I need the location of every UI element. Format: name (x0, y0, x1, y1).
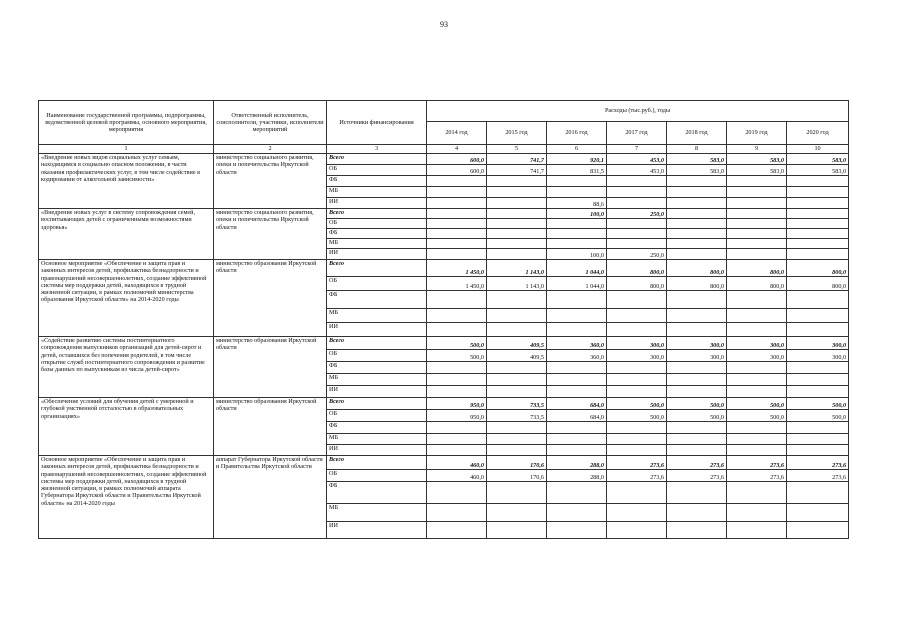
amount-cell: 583,0 (727, 165, 787, 176)
amount-cell: 300,0 (727, 350, 787, 362)
amount-cell (607, 362, 667, 374)
executor-name: министерство образования Иркутской области (214, 337, 327, 398)
amount-cell (427, 362, 487, 374)
amount-cell: 800,0 (667, 277, 727, 291)
amount-cell (667, 249, 727, 260)
amount-cell (547, 362, 607, 374)
funding-source: МБ (327, 434, 427, 445)
amount-cell (787, 445, 849, 456)
amount-cell: 733,5 (487, 410, 547, 422)
activity-name: Основное мероприятие «Обеспечение и защита прав и законных интересов детей, профилактика безнадзорности и правонарушений несовершеннолетних, создание эффективной системы мер поддержки детей, находящихся в трудной жизненной ситуации, в рамках полномочий аппарата Губернатора Иркутской области и Правительства Иркутской области» на 2014-2020 годы (39, 456, 214, 539)
amount-cell (607, 434, 667, 445)
amount-cell (727, 422, 787, 434)
amount-cell (727, 504, 787, 522)
amount-cell (787, 239, 849, 249)
header-year: 2018 год (667, 122, 727, 145)
column-number: 7 (607, 145, 667, 154)
amount-cell (787, 249, 849, 260)
amount-cell (427, 422, 487, 434)
column-number: 5 (487, 145, 547, 154)
amount-cell (487, 309, 547, 323)
amount-cell: 800,0 (667, 260, 727, 277)
amount-cell: 273,6 (667, 456, 727, 470)
amount-cell (667, 239, 727, 249)
amount-cell: 170,6 (487, 456, 547, 470)
amount-cell: 600,0 (427, 165, 487, 176)
amount-cell (607, 504, 667, 522)
amount-cell (667, 386, 727, 398)
funding-source: ФБ (327, 362, 427, 374)
funding-source: ФБ (327, 291, 427, 309)
amount-cell (487, 386, 547, 398)
header-funding-sources: Источники финансирования (327, 101, 427, 145)
header-program-name: Наименование государственной программы, подпрограммы, ведомственной целевой программы, основного мероприятия, мероприятия (39, 101, 214, 145)
amount-cell: 800,0 (787, 277, 849, 291)
amount-cell: 409,5 (487, 337, 547, 350)
amount-cell (727, 522, 787, 539)
funding-source: ОБ (327, 350, 427, 362)
amount-cell (787, 176, 849, 187)
amount-cell (427, 291, 487, 309)
amount-cell: 170,6 (487, 470, 547, 482)
amount-cell (427, 504, 487, 522)
amount-cell: 273,6 (787, 470, 849, 482)
funding-source: ИИ (327, 323, 427, 337)
amount-cell (727, 482, 787, 504)
header-year: 2016 год (547, 122, 607, 145)
amount-cell (487, 434, 547, 445)
column-number: 1 (39, 145, 214, 154)
amount-cell: 500,0 (667, 398, 727, 410)
amount-cell: 453,0 (607, 154, 667, 165)
executor-name: министерство образования Иркутской области (214, 260, 327, 337)
amount-cell (667, 229, 727, 239)
funding-source: ОБ (327, 277, 427, 291)
amount-cell (547, 291, 607, 309)
table-row (39, 337, 849, 350)
amount-cell (667, 522, 727, 539)
amount-cell (607, 291, 667, 309)
amount-cell: 250,0 (607, 249, 667, 260)
amount-cell: 500,0 (787, 398, 849, 410)
amount-cell (607, 445, 667, 456)
amount-cell (487, 209, 547, 219)
amount-cell: 583,0 (787, 154, 849, 165)
amount-cell (427, 209, 487, 219)
amount-cell (607, 198, 667, 209)
amount-cell: 300,0 (787, 350, 849, 362)
funding-source: ИИ (327, 198, 427, 209)
amount-cell: 273,6 (667, 470, 727, 482)
amount-cell: 500,0 (427, 350, 487, 362)
amount-cell (787, 219, 849, 229)
amount-cell: 800,0 (727, 277, 787, 291)
amount-cell (547, 522, 607, 539)
amount-cell (667, 209, 727, 219)
amount-cell: 741,7 (487, 154, 547, 165)
amount-cell (667, 434, 727, 445)
amount-cell (727, 445, 787, 456)
amount-cell: 831,5 (547, 165, 607, 176)
amount-cell (727, 362, 787, 374)
amount-cell (547, 309, 607, 323)
amount-cell (487, 374, 547, 386)
amount-cell: 1 044,0 (547, 277, 607, 291)
executor-name: министерство социального развития, опеки и попечительства Иркутской области (214, 154, 327, 209)
financing-table (38, 100, 849, 539)
amount-cell (727, 198, 787, 209)
activity-name: Основное мероприятие «Обеспечение и защита прав и законных интересов детей, профилактика безнадзорности и правонарушений несовершеннолетних, создание эффективной системы мер поддержки детей, находящихся в трудной жизненной ситуации, в рамках полномочий министерства образования Иркутской области» на 2014-2020 годы (39, 260, 214, 337)
amount-cell: 453,0 (607, 165, 667, 176)
amount-cell (427, 219, 487, 229)
table-row (39, 154, 849, 165)
amount-cell (787, 229, 849, 239)
amount-cell: 583,0 (787, 165, 849, 176)
funding-source: ИИ (327, 445, 427, 456)
amount-cell (427, 249, 487, 260)
amount-cell (667, 482, 727, 504)
amount-cell (427, 309, 487, 323)
amount-cell: 300,0 (667, 337, 727, 350)
amount-cell (787, 374, 849, 386)
amount-cell: 583,0 (667, 154, 727, 165)
amount-cell (427, 522, 487, 539)
amount-cell (727, 176, 787, 187)
amount-cell (607, 229, 667, 239)
amount-cell (427, 239, 487, 249)
funding-source: МБ (327, 187, 427, 198)
amount-cell (727, 309, 787, 323)
amount-cell (487, 362, 547, 374)
header-executor: Ответственный исполнитель, соисполнители, участники, исполнители мероприятий (214, 101, 327, 145)
activity-name: «Внедрение новых видов социальных услуг семьям, находящимся в социально опасном положении, в части оказания профилактических услуг, в том числе содействие в кодировании от алкогольной зависимости» (39, 154, 214, 209)
amount-cell: 300,0 (727, 337, 787, 350)
amount-cell (427, 445, 487, 456)
amount-cell (727, 291, 787, 309)
amount-cell: 583,0 (727, 154, 787, 165)
amount-cell (667, 291, 727, 309)
amount-cell (667, 309, 727, 323)
amount-cell (607, 219, 667, 229)
amount-cell (547, 434, 607, 445)
amount-cell (427, 482, 487, 504)
amount-cell: 950,0 (427, 398, 487, 410)
amount-cell (727, 434, 787, 445)
amount-cell (607, 386, 667, 398)
amount-cell (607, 323, 667, 337)
amount-cell (427, 187, 487, 198)
amount-cell (667, 422, 727, 434)
activity-name: «Внедрение новых услуг в систему сопровождения семей, воспитывающих детей с ограниченными возможностями здоровья» (39, 209, 214, 260)
amount-cell: 1 044,0 (547, 260, 607, 277)
amount-cell: 100,0 (547, 249, 607, 260)
amount-cell (547, 176, 607, 187)
amount-cell (487, 239, 547, 249)
amount-cell: 500,0 (787, 410, 849, 422)
amount-cell (427, 176, 487, 187)
amount-cell (667, 219, 727, 229)
amount-cell (787, 309, 849, 323)
amount-cell (667, 504, 727, 522)
activity-name: «Обеспечение условий для обучения детей с умеренной и глубокой умственной отсталостью в образовательных организациях» (39, 398, 214, 456)
amount-cell: 88,6 (547, 198, 607, 209)
funding-source: Всего (327, 154, 427, 165)
amount-cell: 273,6 (607, 456, 667, 470)
amount-cell (427, 323, 487, 337)
amount-cell (667, 323, 727, 337)
amount-cell: 500,0 (667, 410, 727, 422)
funding-source: ИИ (327, 522, 427, 539)
amount-cell (487, 219, 547, 229)
amount-cell (667, 362, 727, 374)
header-expenses: Расходы (тыс.руб.), годы (427, 101, 849, 122)
header-year: 2019 год (727, 122, 787, 145)
page-number: 93 (440, 20, 448, 29)
amount-cell: 500,0 (727, 410, 787, 422)
amount-cell: 250,0 (607, 209, 667, 219)
amount-cell: 273,6 (727, 456, 787, 470)
funding-source: Всего (327, 398, 427, 410)
table-row (39, 260, 849, 277)
funding-source: ФБ (327, 176, 427, 187)
column-number: 8 (667, 145, 727, 154)
amount-cell (727, 187, 787, 198)
funding-source: ФБ (327, 229, 427, 239)
column-number: 2 (214, 145, 327, 154)
header-year: 2014 год (427, 122, 487, 145)
amount-cell (427, 198, 487, 209)
amount-cell (727, 374, 787, 386)
amount-cell (547, 482, 607, 504)
amount-cell (547, 229, 607, 239)
amount-cell (427, 434, 487, 445)
column-number: 3 (327, 145, 427, 154)
amount-cell (487, 482, 547, 504)
amount-cell: 600,0 (427, 154, 487, 165)
amount-cell (547, 422, 607, 434)
amount-cell: 583,0 (667, 165, 727, 176)
amount-cell: 500,0 (607, 398, 667, 410)
amount-cell: 460,0 (427, 470, 487, 482)
column-number: 10 (787, 145, 849, 154)
amount-cell (787, 422, 849, 434)
amount-cell (727, 386, 787, 398)
amount-cell (487, 422, 547, 434)
amount-cell: 950,0 (427, 410, 487, 422)
amount-cell: 500,0 (607, 410, 667, 422)
amount-cell: 288,0 (547, 470, 607, 482)
amount-cell (607, 522, 667, 539)
amount-cell (667, 176, 727, 187)
amount-cell (727, 249, 787, 260)
funding-source: МБ (327, 239, 427, 249)
amount-cell: 273,6 (727, 470, 787, 482)
funding-source: ОБ (327, 470, 427, 482)
amount-cell (727, 323, 787, 337)
amount-cell (667, 445, 727, 456)
amount-cell: 360,0 (547, 337, 607, 350)
amount-cell (487, 176, 547, 187)
executor-name: аппарат Губернатора Иркутской области и Правительства Иркутской области (214, 456, 327, 539)
funding-source: Всего (327, 456, 427, 470)
amount-cell (727, 239, 787, 249)
header-year: 2017 год (607, 122, 667, 145)
amount-cell (487, 445, 547, 456)
amount-cell (487, 291, 547, 309)
funding-source: ИИ (327, 249, 427, 260)
amount-cell (607, 374, 667, 386)
header-year: 2015 год (487, 122, 547, 145)
table-row (39, 398, 849, 410)
amount-cell (787, 386, 849, 398)
amount-cell (787, 198, 849, 209)
amount-cell (607, 309, 667, 323)
funding-source: ФБ (327, 482, 427, 504)
amount-cell (547, 323, 607, 337)
amount-cell (787, 323, 849, 337)
amount-cell: 800,0 (787, 260, 849, 277)
amount-cell (787, 362, 849, 374)
amount-cell: 800,0 (727, 260, 787, 277)
amount-cell (607, 422, 667, 434)
amount-cell: 300,0 (607, 350, 667, 362)
amount-cell (487, 229, 547, 239)
amount-cell (607, 176, 667, 187)
funding-source: Всего (327, 337, 427, 350)
amount-cell (427, 229, 487, 239)
header-year: 2020 год (787, 122, 849, 145)
funding-source: МБ (327, 374, 427, 386)
amount-cell (547, 386, 607, 398)
amount-cell (667, 187, 727, 198)
amount-cell (787, 504, 849, 522)
amount-cell (607, 482, 667, 504)
funding-source: МБ (327, 504, 427, 522)
amount-cell (607, 187, 667, 198)
column-number: 4 (427, 145, 487, 154)
funding-source: Всего (327, 260, 427, 277)
amount-cell: 684,0 (547, 398, 607, 410)
amount-cell (727, 219, 787, 229)
table-row (39, 209, 849, 219)
amount-cell: 684,0 (547, 410, 607, 422)
funding-source: ОБ (327, 219, 427, 229)
amount-cell (487, 504, 547, 522)
amount-cell: 360,0 (547, 350, 607, 362)
amount-cell: 300,0 (667, 350, 727, 362)
amount-cell (547, 374, 607, 386)
funding-source: Всего (327, 209, 427, 219)
amount-cell: 460,0 (427, 456, 487, 470)
amount-cell: 409,5 (487, 350, 547, 362)
amount-cell (607, 239, 667, 249)
amount-cell (667, 198, 727, 209)
amount-cell (487, 187, 547, 198)
amount-cell (547, 187, 607, 198)
amount-cell (547, 239, 607, 249)
amount-cell: 273,6 (607, 470, 667, 482)
amount-cell: 1 143,0 (487, 260, 547, 277)
amount-cell (787, 209, 849, 219)
amount-cell (487, 323, 547, 337)
funding-source: ОБ (327, 165, 427, 176)
amount-cell (487, 522, 547, 539)
table-row (39, 456, 849, 470)
amount-cell (547, 445, 607, 456)
amount-cell: 500,0 (727, 398, 787, 410)
amount-cell: 500,0 (427, 337, 487, 350)
amount-cell: 1 143,0 (487, 277, 547, 291)
amount-cell (787, 482, 849, 504)
amount-cell: 733,5 (487, 398, 547, 410)
amount-cell (547, 219, 607, 229)
amount-cell (667, 374, 727, 386)
amount-cell: 273,6 (787, 456, 849, 470)
amount-cell (787, 187, 849, 198)
activity-name: «Содействие развитию системы постинтернатного сопровождения выпускников организаций для детей-сирот и детей, оставшихся без попечения родителей, в том числе открытие служб постинтернатного сопровождения и развитие базы данных по выпускникам из числа детей-сирот» (39, 337, 214, 398)
amount-cell (727, 229, 787, 239)
amount-cell (427, 374, 487, 386)
amount-cell: 800,0 (607, 260, 667, 277)
amount-cell: 800,0 (607, 277, 667, 291)
amount-cell (547, 504, 607, 522)
funding-source: ФБ (327, 422, 427, 434)
amount-cell (727, 209, 787, 219)
amount-cell (487, 249, 547, 260)
amount-cell (427, 386, 487, 398)
amount-cell: 300,0 (607, 337, 667, 350)
amount-cell: 741,7 (487, 165, 547, 176)
executor-name: министерство социального развития, опеки и попечительства Иркутской области (214, 209, 327, 260)
amount-cell (787, 522, 849, 539)
amount-cell: 920,1 (547, 154, 607, 165)
amount-cell: 100,0 (547, 209, 607, 219)
amount-cell (787, 291, 849, 309)
amount-cell (487, 198, 547, 209)
executor-name: министерство образования Иркутской области (214, 398, 327, 456)
amount-cell: 300,0 (787, 337, 849, 350)
amount-cell: 1 450,0 (427, 277, 487, 291)
column-number: 9 (727, 145, 787, 154)
amount-cell: 288,0 (547, 456, 607, 470)
funding-source: ОБ (327, 410, 427, 422)
column-number: 6 (547, 145, 607, 154)
funding-source: ИИ (327, 386, 427, 398)
amount-cell: 1 450,0 (427, 260, 487, 277)
funding-source: МБ (327, 309, 427, 323)
amount-cell (787, 434, 849, 445)
